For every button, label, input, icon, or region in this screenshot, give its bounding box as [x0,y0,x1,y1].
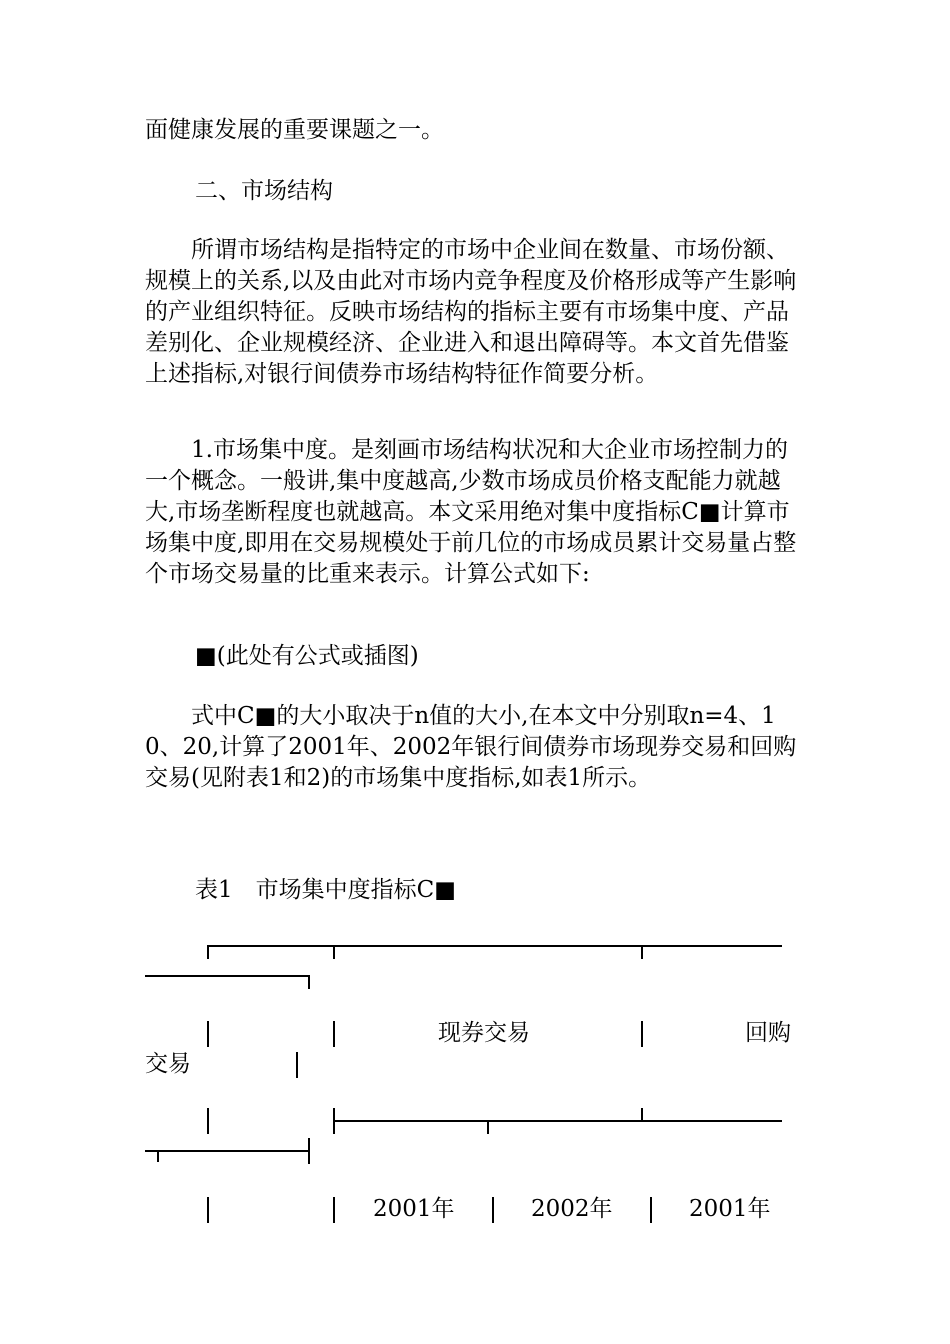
section-heading: 二、市场结构 [195,178,333,204]
header-repo-trading-cont: 交易 [145,1051,191,1077]
header-year-2001-spot: 2001年 [373,1196,455,1222]
table-rule [487,1120,489,1134]
table-rule [157,1150,159,1162]
table-rule [207,1108,209,1134]
table-title: 表1 市场集中度指标C■ [195,877,456,903]
table-rule [492,1197,494,1223]
paragraph-ending: 面健康发展的重要课题之一。 [145,117,444,143]
table-rule [641,1108,643,1122]
paragraph-concentration: 1.市场集中度。是刻画市场结构状况和大企业市场控制力的一个概念。一般讲,集中度越高,少数市场成员价格支配能力就越大,市场垄断程度也就越高。本文采用绝对集中度指标C■计算市场集中度,即用在交易规模处于前几位的市场成员累计交易量占整个市场交易量的比重来表示。计算公式如下: [145,437,797,587]
table-rule [641,1021,643,1047]
table-rule [296,1052,298,1078]
header-year-2002-spot: 2002年 [531,1196,613,1222]
formula-placeholder: ■(此处有公式或插图) [195,643,419,669]
table-rule [333,1021,335,1047]
table-rule [650,1197,652,1223]
table-rule [207,945,209,959]
table-rule [333,945,335,959]
table-rule [308,1138,310,1164]
table-rule [207,1197,209,1223]
table-rule [207,945,782,947]
table-rule [333,1197,335,1223]
paragraph-market-structure: 所谓市场结构是指特定的市场中企业间在数量、市场份额、规模上的关系,以及由此对市场内竞争程度及价格形成等产生影响的产业组织特征。反映市场结构的指标主要有市场集中度、产品差别化、企业规模经济、企业进入和退出障碍等。本文首先借鉴上述指标,对银行间债券市场结构特征作简要分析。 [145,237,797,387]
table-rule [145,975,310,977]
table-rule [308,975,310,989]
table-rule [207,1021,209,1047]
header-spot-trading: 现券交易 [438,1020,530,1046]
header-repo-trading: 回购 [745,1020,791,1046]
paragraph-formula-explain: 式中C■的大小取决于n值的大小,在本文中分别取n=4、10、20,计算了2001年、2002年银行间债券市场现券交易和回购交易(见附表1和2)的市场集中度指标,如表1所示。 [145,703,797,791]
table-rule [641,945,643,959]
table-rule [333,1120,782,1122]
table-rule [145,1150,310,1152]
header-year-2001-repo: 2001年 [689,1196,771,1222]
